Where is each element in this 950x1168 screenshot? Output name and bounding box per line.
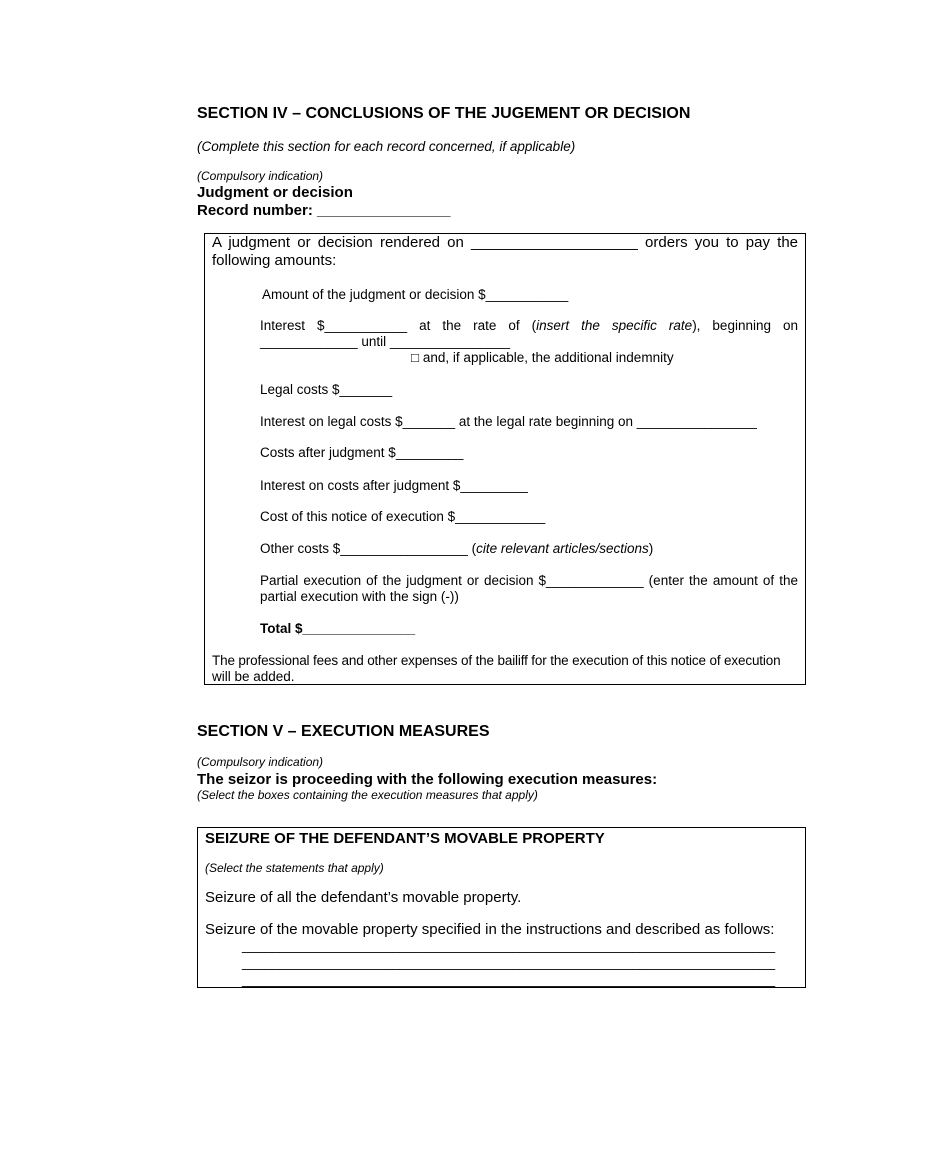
seizure-all-option[interactable]: Seizure of all the defendant’s movable property. (205, 889, 522, 906)
judgment-intro: A judgment or decision rendered on ____________________ orders you to pay the (212, 234, 798, 251)
section-iv-title: SECTION IV – CONCLUSIONS OF THE JUGEMENT OR DECISION (197, 105, 691, 122)
legal-costs-field[interactable]: Legal costs $_______ (260, 382, 393, 397)
other-costs-label: Other costs $_________________ ( (260, 541, 477, 556)
description-line-3[interactable]: _______________________________________________________________________ (242, 972, 776, 987)
compulsory-indication: (Compulsory indication) (197, 169, 324, 183)
other-costs-field[interactable] (260, 541, 653, 556)
interest-label: Interest $___________ at the rate of ( (260, 318, 537, 333)
interest-costs-after-field[interactable]: Interest on costs after judgment $_________ (260, 478, 528, 493)
amount-judgment-field[interactable]: Amount of the judgment or decision $___________ (262, 287, 569, 302)
compulsory-indication-v: (Compulsory indication) (197, 755, 324, 769)
costs-after-judgment-field[interactable]: Costs after judgment $_________ (260, 445, 464, 460)
other-costs-close: ) (648, 541, 654, 556)
section-iv-note: (Complete this section for each record concerned, if applicable) (197, 139, 576, 154)
bailiff-fees-note-cont: will be added. (212, 669, 295, 684)
partial-execution-cont: partial execution with the sign (-)) (260, 589, 459, 604)
additional-indemnity-checkbox[interactable]: □ and, if applicable, the additional indemnity (411, 350, 674, 365)
movable-property-title: SEIZURE OF THE DEFENDANT’S MOVABLE PROPERTY (205, 830, 605, 847)
seizure-specified-option[interactable]: Seizure of the movable property specified in the instructions and described as follows: (205, 921, 775, 938)
interest-legal-costs-field[interactable]: Interest on legal costs $_______ at the legal rate beginning on ________________ (260, 414, 757, 429)
movable-property-note: (Select the statements that apply) (205, 861, 384, 875)
cost-notice-field[interactable]: Cost of this notice of execution $____________ (260, 509, 546, 524)
interest-beginning: ), beginning on (692, 318, 798, 333)
interest-until-field[interactable]: _____________ until ________________ (260, 334, 511, 349)
description-line-1[interactable]: _______________________________________________________________________ (242, 938, 776, 953)
record-number-field[interactable]: Record number: ________________ (197, 202, 451, 219)
execution-measures-heading: The seizor is proceeding with the following execution measures: (197, 771, 658, 788)
total-field[interactable]: Total $_______________ (260, 621, 416, 636)
other-costs-hint: cite relevant articles/sections (476, 541, 649, 556)
section-v-title: SECTION V – EXECUTION MEASURES (197, 723, 490, 740)
partial-execution-field[interactable]: Partial execution of the judgment or decision $_____________ (enter the amount of the (260, 573, 798, 588)
interest-field[interactable] (260, 318, 798, 333)
execution-measures-note: (Select the boxes containing the execution measures that apply) (197, 788, 538, 802)
bailiff-fees-note: The professional fees and other expenses of the bailiff for the execution of this notice of execution (212, 653, 781, 668)
movable-property-box (197, 827, 806, 988)
description-line-2[interactable]: _______________________________________________________________________ (242, 955, 776, 970)
judgment-intro-cont: following amounts: (212, 252, 337, 269)
conclusions-box (204, 233, 806, 685)
judgment-label: Judgment or decision (197, 184, 353, 201)
interest-rate-hint: insert the specific rate (536, 318, 693, 333)
